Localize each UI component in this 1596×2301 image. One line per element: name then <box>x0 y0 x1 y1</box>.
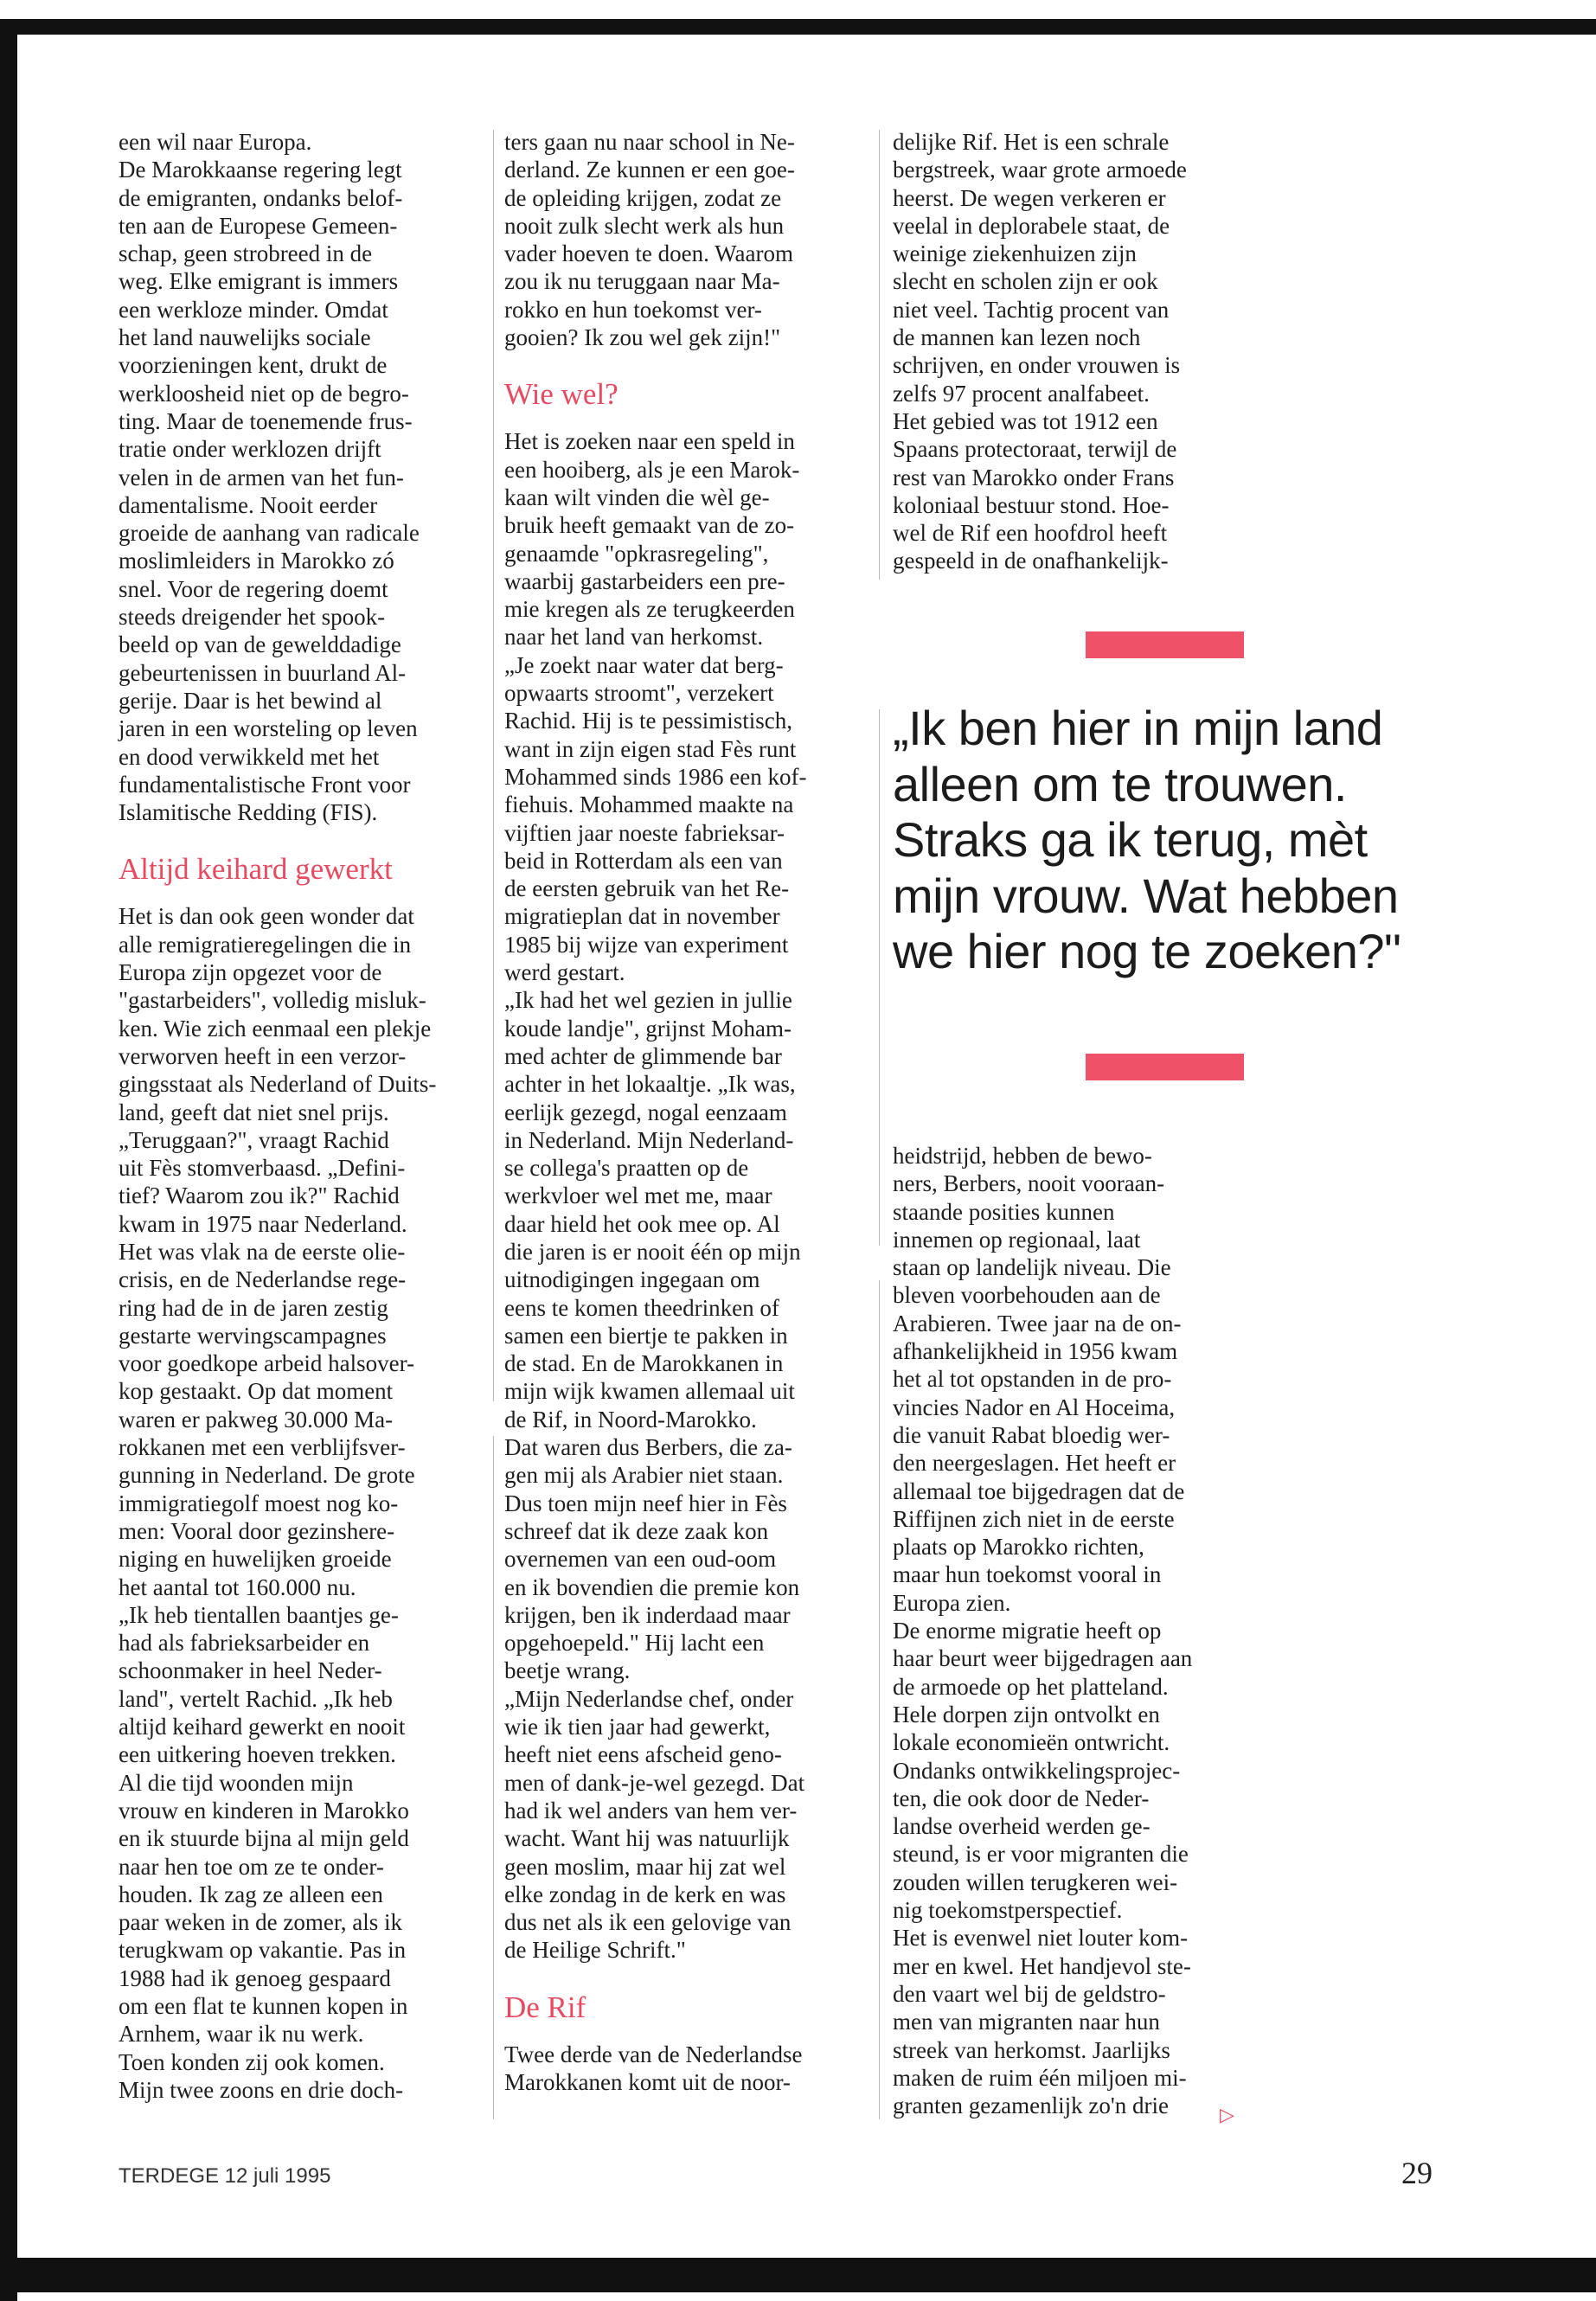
text-line: moslimleiders in Marokko zó <box>119 548 394 574</box>
text-line: vijftien jaar noeste fabrieksar- <box>504 819 785 846</box>
text-line: mer en kwel. Het handjevol ste- <box>893 1952 1191 1979</box>
text-line: terugkwam op vakantie. Pas in <box>119 1937 407 1964</box>
text-line: de emigranten, ondanks belof- <box>119 184 403 211</box>
text-line: we hier nog te zoeken?" <box>893 924 1401 978</box>
text-line: de mannen kan lezen noch <box>893 324 1141 351</box>
text-line: waarbij gastarbeiders een pre- <box>504 567 785 594</box>
section-heading-altijd-keihard: Altijd keihard gewerkt <box>119 852 393 887</box>
text-line: heerst. De wegen verkeren er <box>893 184 1166 211</box>
text-line: 1988 had ik genoeg gespaard <box>119 1965 391 1991</box>
text-line: Arabieren. Twee jaar na de on- <box>893 1310 1182 1336</box>
text-line: verworven heeft in een verzor- <box>119 1042 407 1069</box>
text-line: damentalisme. Nooit eerder <box>119 491 378 518</box>
text-line: plaats op Marokko richten, <box>893 1534 1144 1561</box>
column-3-lines-bottom <box>893 1142 1256 2119</box>
text-line: veelal in deplorabele staat, de <box>893 212 1170 239</box>
text-line: Hele dorpen zijn ontvolkt en <box>893 1701 1160 1727</box>
text-line: werkvloer wel met me, maar <box>504 1183 772 1209</box>
text-line: had ik wel anders van hem ver- <box>504 1797 798 1823</box>
text-line: mijn vrouw. Wat hebben <box>893 868 1399 923</box>
text-line: die jaren is er nooit één op mijn <box>504 1238 801 1265</box>
text-line: achter in het lokaaltje. „Ik was, <box>504 1071 796 1098</box>
text-line: land, geeft dat niet snel prijs. <box>119 1099 389 1125</box>
text-line: paar weken in de zomer, als ik <box>119 1909 403 1936</box>
text-line: een werkloze minder. Omdat <box>119 296 388 323</box>
text-line: elke zondag in de kerk en was <box>504 1881 786 1907</box>
column-1-lines <box>119 128 486 826</box>
text-line: mie kregen als ze terugkeerden <box>504 596 795 623</box>
text-line: beeld op van de gewelddadige <box>119 631 401 658</box>
text-line: tief? Waarom zou ik?" Rachid <box>119 1183 400 1209</box>
text-line: innemen op regionaal, laat <box>893 1226 1141 1253</box>
text-line: uit Fès stomverbaasd. „Defini- <box>119 1155 406 1182</box>
column-rule-2 <box>879 130 880 580</box>
text-line: alleen om te trouwen. <box>893 756 1347 811</box>
continue-arrow-icon: ▷ <box>1220 2104 1234 2125</box>
text-line: en dood verwikkeld met het <box>119 743 380 770</box>
text-line: niging en huwelijken groeide <box>119 1546 392 1573</box>
text-line: se collega's praatten op de <box>504 1155 749 1182</box>
text-line: Rachid. Hij is te pessimistisch, <box>504 708 792 734</box>
text-line: werd gestart. <box>504 959 625 986</box>
pull-quote-accent-bar-bottom <box>1086 1054 1244 1080</box>
text-line: men of dank-je-wel gezegd. Dat <box>504 1769 805 1796</box>
text-line: streek van herkomst. Jaarlijks <box>893 2036 1170 2063</box>
text-line: gespeeld in de onafhankelijk- <box>893 548 1169 574</box>
text-line: men: Vooral door gezinshere- <box>119 1517 395 1544</box>
text-line: de stad. En de Marokkanen in <box>504 1350 784 1377</box>
text-line: afhankelijkheid in 1956 kwam <box>893 1338 1178 1365</box>
text-line: „Mijn Nederlandse chef, onder <box>504 1685 794 1712</box>
text-line: 1985 bij wijze van experiment <box>504 931 789 958</box>
column-2-lines-c <box>504 2041 872 2097</box>
text-line: jaren in een worsteling op leven <box>119 715 418 742</box>
text-line: rokkanen met een verblijfsver- <box>119 1434 406 1461</box>
text-line: gebeurtenissen in buurland Al- <box>119 659 407 686</box>
text-line: Het was vlak na de eerste olie- <box>119 1238 406 1265</box>
text-line: med achter de glimmende bar <box>504 1042 782 1069</box>
article-column-1 <box>119 128 486 2104</box>
text-line: het al tot opstanden in de pro- <box>893 1366 1172 1393</box>
text-line: gestarte wervingscampagnes <box>119 1322 387 1349</box>
article-column-3-top <box>893 128 1256 575</box>
text-line: houden. Ik zag ze alleen een <box>119 1881 383 1907</box>
text-line: de eersten gebruik van het Re- <box>504 875 790 902</box>
column-rule-1b <box>493 1436 494 2119</box>
text-line: schoonmaker in heel Neder- <box>119 1657 382 1684</box>
page-number: 29 <box>1401 2156 1433 2190</box>
text-line: ring had de in de jaren zestig <box>119 1294 388 1321</box>
text-line: ken. Wie zich eenmaal een plekje <box>119 1015 432 1042</box>
text-line: velen in de armen van het fun- <box>119 464 404 490</box>
text-line: kwam in 1975 naar Nederland. <box>119 1210 407 1237</box>
text-line: "gastarbeiders", volledig misluk- <box>119 987 426 1014</box>
text-line: Het gebied was tot 1912 een <box>893 407 1158 434</box>
column-rule-2c <box>879 1280 880 2119</box>
text-line: Straks ga ik terug, mèt <box>893 812 1368 867</box>
text-line: granten gezamenlijk zo'n drie <box>893 2093 1169 2119</box>
text-line: de Rif, in Noord-Marokko. <box>504 1406 757 1433</box>
text-line: naar hen toe om ze te onder- <box>119 1853 384 1880</box>
text-line: om een flat te kunnen kopen in <box>119 1993 408 2019</box>
text-line: Dus toen mijn neef hier in Fès <box>504 1490 787 1516</box>
text-line: uitnodigingen ingegaan om <box>504 1266 760 1293</box>
text-line: steund, is er voor migranten die <box>893 1841 1189 1868</box>
text-line: het aantal tot 160.000 nu. <box>119 1574 356 1600</box>
text-line: en ik bovendien die premie kon <box>504 1574 800 1600</box>
text-line: „Ik ben hier in mijn land <box>893 701 1383 755</box>
text-line: maken de ruim één miljoen mi- <box>893 2064 1187 2091</box>
text-line: dus net als ik een gelovige van <box>504 1909 792 1936</box>
text-line: naar het land van herkomst. <box>504 624 764 651</box>
text-line: altijd keihard gewerkt en nooit <box>119 1714 406 1740</box>
text-line: Twee derde van de Nederlandse <box>504 2041 803 2067</box>
text-line: staande posities kunnen <box>893 1198 1115 1225</box>
scan-border-top <box>0 19 1596 35</box>
text-line: krijgen, ben ik inderdaad maar <box>504 1601 791 1628</box>
article-column-3-bottom <box>893 1142 1256 2119</box>
text-line: beetje wrang. <box>504 1657 631 1684</box>
text-line: kop gestaakt. Op dat moment <box>119 1378 394 1405</box>
text-line: Europa zien. <box>893 1589 1011 1616</box>
text-line: weinige ziekenhuizen zijn <box>893 240 1137 267</box>
text-line: Riffijnen zich niet in de eerste <box>893 1505 1175 1532</box>
text-line: wie ik tien jaar had gewerkt, <box>504 1714 771 1740</box>
text-line: ten aan de Europese Gemeen- <box>119 212 398 239</box>
text-line: die vanuit Rabat bloedig wer- <box>893 1421 1170 1448</box>
text-line: Al die tijd woonden mijn <box>119 1769 354 1796</box>
text-line: een hooiberg, als je een Marok- <box>504 456 800 483</box>
text-line: wel de Rif een hoofdrol heeft <box>893 520 1168 547</box>
text-line: maar hun toekomst vooral in <box>893 1561 1162 1588</box>
text-line: De Marokkaanse regering legt <box>119 157 402 183</box>
text-line: „Teruggaan?", vraagt Rachid <box>119 1126 389 1153</box>
text-line: gunning in Nederland. De grote <box>119 1462 415 1489</box>
column-rule-1 <box>493 130 494 1401</box>
text-line: weg. Elke emigrant is immers <box>119 268 399 295</box>
text-line: samen een biertje te pakken in <box>504 1322 788 1349</box>
text-line: „Ik heb tientallen baantjes ge- <box>119 1601 399 1628</box>
text-line: alle remigratieregelingen die in <box>119 931 412 958</box>
text-line: beid in Rotterdam als een van <box>504 847 783 874</box>
text-line: crisis, en de Nederlandse rege- <box>119 1266 407 1293</box>
text-line: de opleiding krijgen, zodat ze <box>504 184 782 211</box>
text-line: steeds dreigender het spook- <box>119 604 386 631</box>
text-line: Marokkanen komt uit de noor- <box>504 2069 791 2095</box>
text-line: vrouw en kinderen in Marokko <box>119 1797 409 1823</box>
text-line: nig toekomstperspectief. <box>893 1897 1123 1924</box>
column-1-lines-b <box>119 902 486 2104</box>
text-line: gen mij als Arabier niet staan. <box>504 1462 784 1489</box>
text-line: landse overheid werden ge- <box>893 1813 1151 1840</box>
text-line: „Ik had het wel gezien in jullie <box>504 987 792 1014</box>
text-line: den neergeslagen. Het heeft er <box>893 1450 1176 1477</box>
scan-border-bottom <box>0 2258 1596 2292</box>
text-line: slecht en scholen zijn er ook <box>893 268 1158 295</box>
text-line: schap, geen strobreed in de <box>119 240 373 267</box>
text-line: groeide de aanhang van radicale <box>119 520 420 547</box>
pull-quote <box>893 701 1490 980</box>
text-line: Het is evenwel niet louter kom- <box>893 1925 1189 1952</box>
column-3-lines-top <box>893 128 1256 575</box>
text-line: zelfs 97 procent analfabeet. <box>893 380 1150 407</box>
text-line: heeft niet eens afscheid geno- <box>504 1741 782 1768</box>
text-line: een wil naar Europa. <box>119 129 312 155</box>
text-line: niet veel. Tachtig procent van <box>893 296 1170 323</box>
text-line: zouden willen terugkeren wei- <box>893 1868 1178 1895</box>
text-line: opgehoepeld." Hij lacht een <box>504 1630 765 1657</box>
text-line: migratieplan dat in november <box>504 903 780 930</box>
text-line: schrijven, en onder vrouwen is <box>893 352 1181 379</box>
text-line: nooit zulk slecht werk als hun <box>504 212 785 239</box>
text-line: gerije. Daar is het bewind al <box>119 687 382 714</box>
text-line: staan op landelijk niveau. Die <box>893 1254 1171 1281</box>
text-line: koude landje", grijnst Moham- <box>504 1015 792 1042</box>
text-line: genaamde "opkrasregeling", <box>504 540 769 567</box>
text-line: bruik heeft gemaakt van de zo- <box>504 512 795 539</box>
text-line: snel. Voor de regering doemt <box>119 575 388 602</box>
text-line: het land nauwelijks sociale <box>119 324 371 351</box>
scan-border-left <box>0 19 17 2301</box>
text-line: Spaans protectoraat, terwijl de <box>893 436 1177 463</box>
text-line: derland. Ze kunnen er een goe- <box>504 157 795 183</box>
column-2-lines <box>504 128 872 351</box>
pull-quote-accent-bar-top <box>1086 631 1244 658</box>
text-line: rest van Marokko onder Frans <box>893 464 1175 490</box>
text-line: Mohammed sinds 1986 een kof- <box>504 763 807 790</box>
text-line: de armoede op het platteland. <box>893 1673 1169 1700</box>
text-line: vader hoeven te doen. Waarom <box>504 240 793 267</box>
text-line: „Je zoekt naar water dat berg- <box>504 651 784 678</box>
text-line: daar hield het ook mee op. Al <box>504 1210 780 1237</box>
text-line: wacht. Want hij was natuurlijk <box>504 1825 790 1852</box>
article-column-2 <box>504 128 872 2096</box>
text-line: gooien? Ik zou wel gek zijn!" <box>504 324 781 351</box>
text-line: Europa zijn opgezet voor de <box>119 959 382 986</box>
text-line: want in zijn eigen stad Fès runt <box>504 735 797 762</box>
text-line: ting. Maar de toenemende frus- <box>119 407 413 434</box>
publication-footer: TERDEGE 12 juli 1995 <box>119 2164 331 2188</box>
text-line: Toen konden zij ook komen. <box>119 2048 385 2075</box>
text-line: bleven voorbehouden aan de <box>893 1282 1161 1309</box>
text-line: fundamentalistische Front voor <box>119 771 411 798</box>
text-line: voorzieningen kent, drukt de <box>119 352 388 379</box>
text-line: de Heilige Schrift." <box>504 1937 686 1964</box>
text-line: ters gaan nu naar school in Ne- <box>504 129 795 155</box>
text-line: rokko en hun toekomst ver- <box>504 296 762 323</box>
text-line: voor goedkope arbeid halsover- <box>119 1350 415 1377</box>
text-line: Islamitische Redding (FIS). <box>119 799 378 826</box>
text-line: lokale economieën ontwricht. <box>893 1729 1170 1756</box>
text-line: ten, die ook door de Neder- <box>893 1785 1150 1811</box>
column-2-lines-b <box>504 427 872 1964</box>
text-line: land", vertelt Rachid. „Ik heb <box>119 1685 393 1712</box>
text-line: immigratiegolf moest nog ko- <box>119 1490 399 1516</box>
text-line: eerlijk gezegd, nogal eenzaam <box>504 1099 787 1125</box>
text-line: Dat waren dus Berbers, die za- <box>504 1434 792 1461</box>
text-line: Arnhem, waar ik nu werk. <box>119 2021 364 2048</box>
text-line: geen moslim, maar hij zat wel <box>504 1853 786 1880</box>
text-line: men van migranten naar hun <box>893 2009 1160 2035</box>
text-line: zou ik nu teruggaan naar Ma- <box>504 268 780 295</box>
text-line: overnemen van een oud-oom <box>504 1546 777 1573</box>
text-line: eens te komen theedrinken of <box>504 1294 779 1321</box>
text-line: allemaal toe bijgedragen dat de <box>893 1477 1185 1504</box>
text-line: ners, Berbers, nooit vooraan- <box>893 1170 1165 1197</box>
text-line: mijn wijk kwamen allemaal uit <box>504 1378 795 1405</box>
text-line: den vaart wel bij de geldstro- <box>893 1980 1166 2007</box>
section-heading-wie-wel: Wie wel? <box>504 377 619 412</box>
text-line: haar beurt weer bijgedragen aan <box>893 1645 1193 1672</box>
text-line: in Nederland. Mijn Nederland- <box>504 1126 794 1153</box>
text-line: Het is dan ook geen wonder dat <box>119 903 414 930</box>
text-line: Het is zoeken naar een speld in <box>504 428 795 455</box>
text-line: bergstreek, waar grote armoede <box>893 157 1187 183</box>
text-line: kaan wilt vinden die wèl ge- <box>504 484 770 510</box>
text-line: en ik stuurde bijna al mijn geld <box>119 1825 409 1852</box>
text-line: waren er pakweg 30.000 Ma- <box>119 1406 394 1433</box>
text-line: tratie onder werklozen drijft <box>119 436 381 463</box>
text-line: opwaarts stroomt", verzekert <box>504 680 774 707</box>
text-line: had als fabrieksarbeider en <box>119 1630 370 1657</box>
section-heading-de-rif: De Rif <box>504 1990 586 2024</box>
column-rule-2b <box>879 709 880 1246</box>
text-line: vincies Nador en Al Hoceima, <box>893 1394 1176 1420</box>
text-line: Ondanks ontwikkelingsprojec- <box>893 1757 1181 1784</box>
text-line: werkloosheid niet op de begro- <box>119 380 409 407</box>
text-line: fiehuis. Mohammed maakte na <box>504 792 794 818</box>
text-line: koloniaal bestuur stond. Hoe- <box>893 491 1170 518</box>
text-line: schreef dat ik deze zaak kon <box>504 1517 769 1544</box>
text-line: delijke Rif. Het is een schrale <box>893 129 1170 155</box>
text-line: een uitkering hoeven trekken. <box>119 1741 396 1768</box>
text-line: Mijn twee zoons en drie doch- <box>119 2076 404 2103</box>
text-line: heidstrijd, hebben de bewo- <box>893 1143 1152 1169</box>
text-line: gingsstaat als Nederland of Duits- <box>119 1071 437 1098</box>
text-line: De enorme migratie heeft op <box>893 1618 1162 1644</box>
